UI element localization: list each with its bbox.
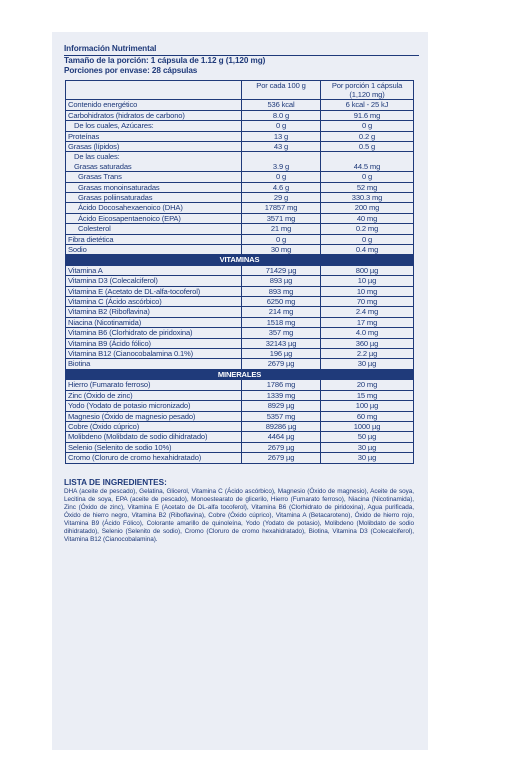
value-per100: 893 µg (242, 276, 321, 286)
value-per100: 3.9 g (242, 152, 321, 172)
table-row (66, 380, 414, 390)
nutrient-name: Niacina (Nicotinamida) (66, 317, 242, 327)
value-per100: 357 mg (242, 328, 321, 338)
value-per-serving: 30 µg (321, 359, 414, 369)
nutrient-name: Vitamina D3 (Colecalciferol) (66, 276, 242, 286)
value-per-serving: 0 g (321, 172, 414, 182)
value-per-serving: 1000 µg (321, 421, 414, 431)
value-per100: 2679 µg (242, 359, 321, 369)
value-per100: 0 g (242, 234, 321, 244)
nutrient-name: Molibdeno (Molibdato de sodio dihidratado) (66, 432, 242, 442)
nutrition-table (65, 80, 414, 464)
table-row (66, 213, 414, 223)
value-per-serving: 2.2 µg (321, 349, 414, 359)
nutrient-name: Colesterol (66, 224, 242, 234)
value-per-serving: 20 mg (321, 380, 414, 390)
minerals-band-label: MINERALES (66, 369, 414, 379)
table-row (66, 224, 414, 234)
value-per100: 1518 mg (242, 317, 321, 327)
value-per100: 5357 mg (242, 411, 321, 421)
col-header-per-serving: Por porción 1 cápsula (1,120 mg) (321, 80, 414, 100)
nutrient-name: Grasas monoinsaturadas (66, 182, 242, 192)
table-row (66, 286, 414, 296)
value-per-serving: 17 mg (321, 317, 414, 327)
nutrient-name: Vitamina A (66, 265, 242, 275)
value-per-serving: 10 µg (321, 276, 414, 286)
value-per100: 8929 µg (242, 401, 321, 411)
value-per100: 43 g (242, 141, 321, 151)
nutrient-name: Fibra dietética (66, 234, 242, 244)
value-per-serving: 100 µg (321, 401, 414, 411)
nutrient-name: Cobre (Óxido cúprico) (66, 421, 242, 431)
value-per100: 536 kcal (242, 100, 321, 110)
nutrient-name: Vitamina E (Acetato de DL-alfa-tocoferol) (66, 286, 242, 296)
value-per100: 17857 mg (242, 203, 321, 213)
nutrient-name: Grasas Trans (66, 172, 242, 182)
value-per100: 32143 µg (242, 338, 321, 348)
table-row (66, 401, 414, 411)
col-header-per100: Por cada 100 g (242, 80, 321, 100)
nutrient-name: Yodo (Yodato de potasio micronizado) (66, 401, 242, 411)
minerals-band (66, 369, 414, 379)
nutrient-name: Ácido Eicosapentaenoico (EPA) (66, 213, 242, 223)
nutrient-name: De los cuales, Azúcares: (66, 121, 242, 131)
value-per100: 21 mg (242, 224, 321, 234)
value-per-serving: 70 mg (321, 297, 414, 307)
label-title: Información Nutrimental (64, 44, 419, 56)
column-header-row (66, 80, 414, 100)
table-row (66, 245, 414, 255)
nutrient-name: De las cuales: Grasas saturadas (66, 152, 242, 172)
nutrient-name: Ácido Docosahexaenoico (DHA) (66, 203, 242, 213)
nutrient-name: Contenido energético (66, 100, 242, 110)
nutrient-name: Selenio (Selenito de sodio 10%) (66, 442, 242, 452)
value-per100: 89286 µg (242, 421, 321, 431)
value-per-serving: 0.2 g (321, 131, 414, 141)
value-per-serving: 44.5 mg (321, 152, 414, 172)
ingredients-title: LISTA DE INGREDIENTES: (64, 477, 167, 487)
table-row (66, 182, 414, 192)
vitamins-band-label: VITAMINAS (66, 255, 414, 265)
value-per-serving: 10 mg (321, 286, 414, 296)
table-row (66, 432, 414, 442)
table-row (66, 328, 414, 338)
table-row (66, 338, 414, 348)
table-row (66, 100, 414, 110)
value-per-serving: 4.0 mg (321, 328, 414, 338)
value-per-serving: 6 kcal - 25 kJ (321, 100, 414, 110)
serving-size: Tamaño de la porción: 1 cápsula de 1.12 g (1,120 mg) (64, 55, 266, 65)
table-row (66, 265, 414, 275)
value-per100: 2679 µg (242, 442, 321, 452)
value-per-serving: 0.2 mg (321, 224, 414, 234)
value-per-serving: 800 µg (321, 265, 414, 275)
value-per-serving: 360 µg (321, 338, 414, 348)
value-per-serving: 60 mg (321, 411, 414, 421)
nutrient-name: Grasas (lípidos) (66, 141, 242, 151)
value-per100: 1786 mg (242, 380, 321, 390)
value-per100: 13 g (242, 131, 321, 141)
empty-header-cell (66, 80, 242, 100)
table-row (66, 411, 414, 421)
value-per100: 0 g (242, 172, 321, 182)
nutrient-name: Biotina (66, 359, 242, 369)
value-per100: 214 mg (242, 307, 321, 317)
nutrient-name: Proteínas (66, 131, 242, 141)
table-row (66, 453, 414, 463)
nutrient-name: Cromo (Cloruro de cromo hexahidratado) (66, 453, 242, 463)
table-row (66, 131, 414, 141)
table-row (66, 349, 414, 359)
value-per100: 2679 µg (242, 453, 321, 463)
value-per100: 6250 mg (242, 297, 321, 307)
value-per100: 30 mg (242, 245, 321, 255)
nutrition-label (64, 44, 419, 544)
nutrient-name: Hierro (Fumarato ferroso) (66, 380, 242, 390)
value-per100: 196 µg (242, 349, 321, 359)
table-row (66, 203, 414, 213)
table-row (66, 390, 414, 400)
value-per-serving: 52 mg (321, 182, 414, 192)
vitamins-band (66, 255, 414, 265)
value-per-serving: 0.5 g (321, 141, 414, 151)
table-row (66, 110, 414, 120)
table-row (66, 172, 414, 182)
value-per100: 29 g (242, 192, 321, 202)
value-per-serving: 30 µg (321, 442, 414, 452)
nutrient-name: Vitamina B12 (Cianocobalamina 0.1%) (66, 349, 242, 359)
nutrient-name: Vitamina B9 (Ácido fólico) (66, 338, 242, 348)
table-row (66, 141, 414, 151)
table-row (66, 307, 414, 317)
nutrient-name: Vitamina B2 (Riboflavina) (66, 307, 242, 317)
nutrient-name: Sodio (66, 245, 242, 255)
table-row (66, 276, 414, 286)
table-row (66, 317, 414, 327)
value-per-serving: 15 mg (321, 390, 414, 400)
value-per100: 893 mg (242, 286, 321, 296)
value-per100: 1339 mg (242, 390, 321, 400)
value-per-serving: 0 g (321, 121, 414, 131)
value-per100: 4464 µg (242, 432, 321, 442)
table-row (66, 359, 414, 369)
nutrient-name: Vitamina C (Ácido ascórbico) (66, 297, 242, 307)
value-per100: 0 g (242, 121, 321, 131)
nutrient-name: Vitamina B6 (Clorhidrato de piridoxina) (66, 328, 242, 338)
value-per-serving: 0 g (321, 234, 414, 244)
nutrient-name: Zinc (Óxido de zinc) (66, 390, 242, 400)
value-per-serving: 91.6 mg (321, 110, 414, 120)
value-per100: 71429 µg (242, 265, 321, 275)
value-per-serving: 330.3 mg (321, 192, 414, 202)
table-row (66, 152, 414, 172)
nutrient-name: Carbohidratos (hidratos de carbono) (66, 110, 242, 120)
value-per100: 8.0 g (242, 110, 321, 120)
nutrient-name: Grasas poliinsaturadas (66, 192, 242, 202)
table-row (66, 297, 414, 307)
table-row (66, 442, 414, 452)
table-row (66, 421, 414, 431)
ingredients-text: DHA (aceite de pescado), Gelatina, Glicerol, Vitamina C (Ácido ascórbico), Magnesio (Óxido de magnesio), Aceite de soya, Lecitina de soya, EPA (aceite de pescado), Monoestearato de glicerilo, Hierro (Fumarato ferroso), Niacina (Nicotinamida), Zinc (Óxido de zinc), Vitamina E (Acetato de DL-alfa tocoferol), Vitamina B6 (Clorhidrato de piridoxina), Agua purificada, Óxido de hierro negro, Vitamina B2 (Riboflavina), Cobre (Óxido cúprico), Vitamina A (Betacaroteno), Óxido de hierro rojo, Vitamina B9 (Ácido Fólico), Colorante amarillo de quinoleína, Yodo (Yodato de potasio), Molibdeno (Molibdato de sodio dihidratado), Selenio (Selenito de sodio), Cromo (Cloruro de cromo hexahidratado), Biotina, Vitamina D3 (Colecalciferol), Vitamina B12 (Cianocobalamina). (64, 487, 414, 544)
nutrient-name: Magnesio (Óxido de magnesio pesado) (66, 411, 242, 421)
value-per-serving: 200 mg (321, 203, 414, 213)
value-per-serving: 30 µg (321, 453, 414, 463)
value-per-serving: 0.4 mg (321, 245, 414, 255)
value-per-serving: 2.4 mg (321, 307, 414, 317)
value-per100: 4.6 g (242, 182, 321, 192)
servings-per-container: Porciones por envase: 28 cápsulas (64, 66, 198, 75)
value-per100: 3571 mg (242, 213, 321, 223)
table-row (66, 234, 414, 244)
nutrition-label-panel (52, 32, 428, 750)
table-row (66, 192, 414, 202)
table-row (66, 121, 414, 131)
value-per-serving: 40 mg (321, 213, 414, 223)
value-per-serving: 50 µg (321, 432, 414, 442)
